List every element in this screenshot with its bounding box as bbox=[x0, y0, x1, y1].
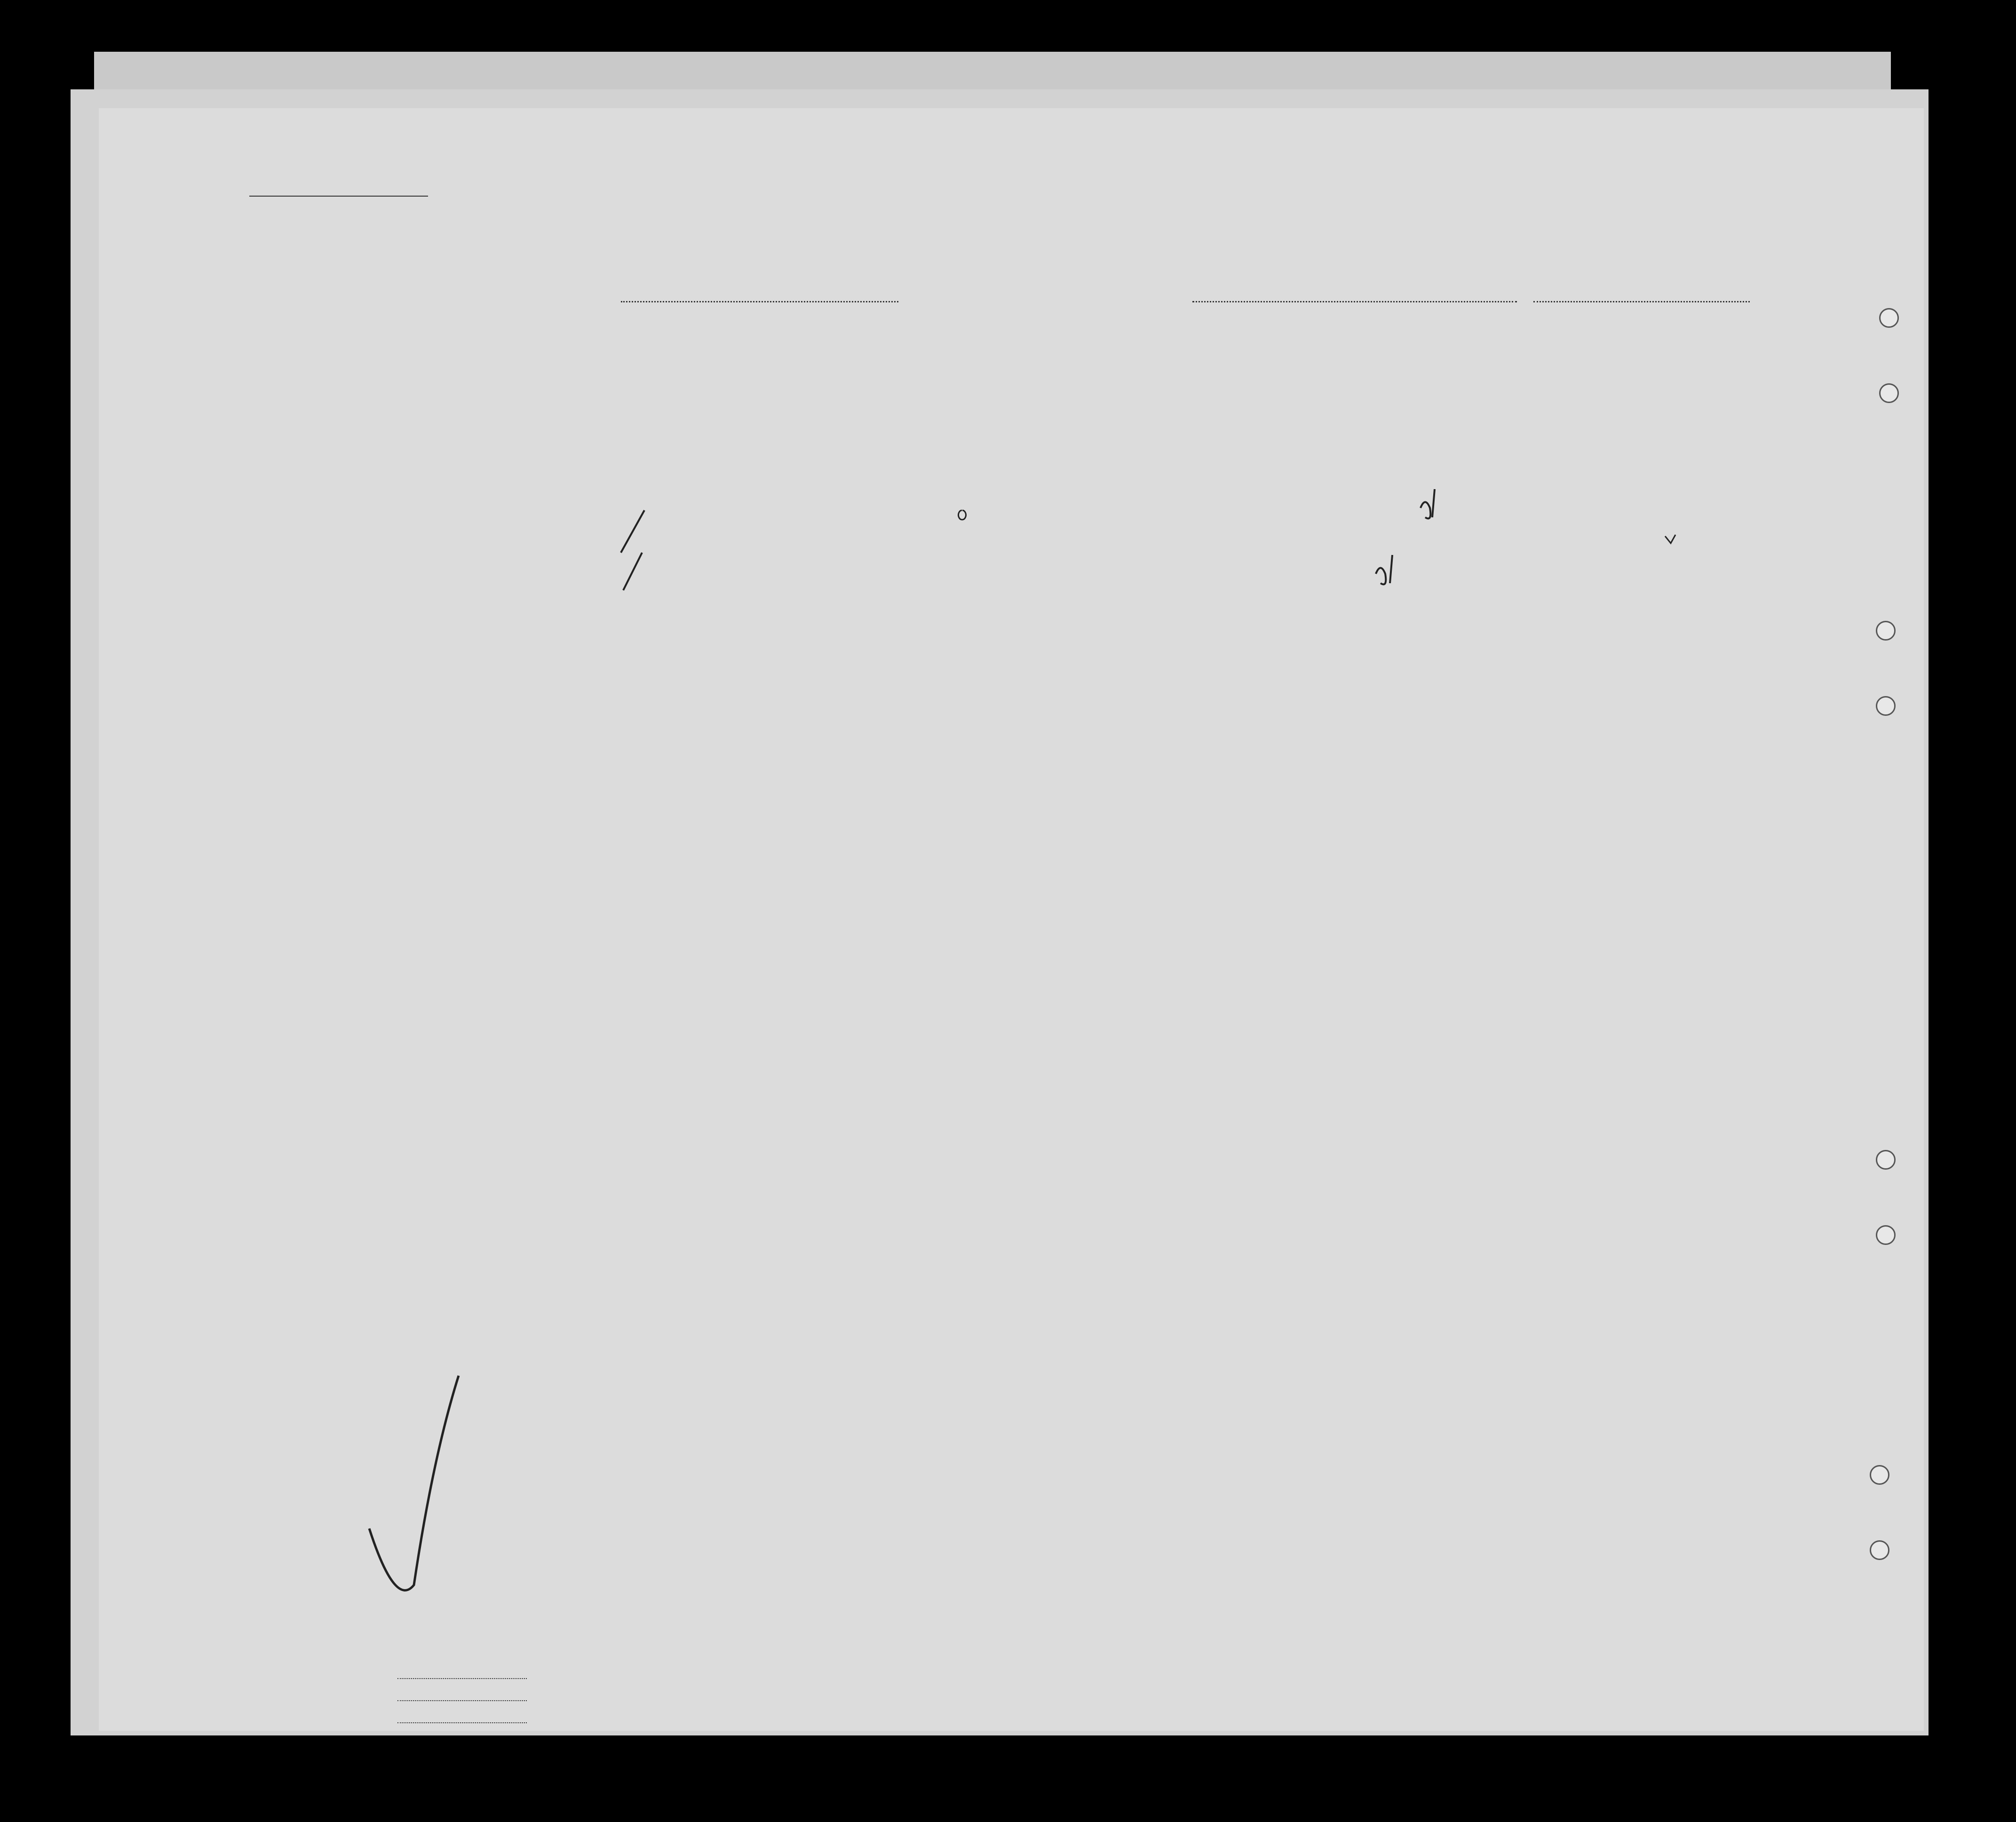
footer-line-2 bbox=[397, 1700, 527, 1701]
slash-mark-1 bbox=[621, 510, 644, 553]
footer-line-3 bbox=[397, 1722, 527, 1723]
check-mark bbox=[369, 1376, 459, 1590]
tick-mark bbox=[1665, 535, 1675, 543]
zero-mark bbox=[959, 510, 966, 520]
punch-hole bbox=[1876, 621, 1896, 641]
punch-hole bbox=[1879, 308, 1899, 328]
punch-hole bbox=[1870, 1540, 1889, 1560]
punch-hole bbox=[1876, 696, 1896, 716]
punch-hole bbox=[1879, 383, 1899, 403]
punch-hole bbox=[1870, 1465, 1889, 1485]
footer-line-1 bbox=[397, 1678, 527, 1679]
slash-mark-2 bbox=[623, 553, 642, 590]
pl-mark bbox=[1421, 489, 1435, 519]
punch-hole bbox=[1876, 1225, 1896, 1245]
punch-hole bbox=[1876, 1150, 1896, 1170]
pl-mark-2 bbox=[1376, 555, 1392, 585]
